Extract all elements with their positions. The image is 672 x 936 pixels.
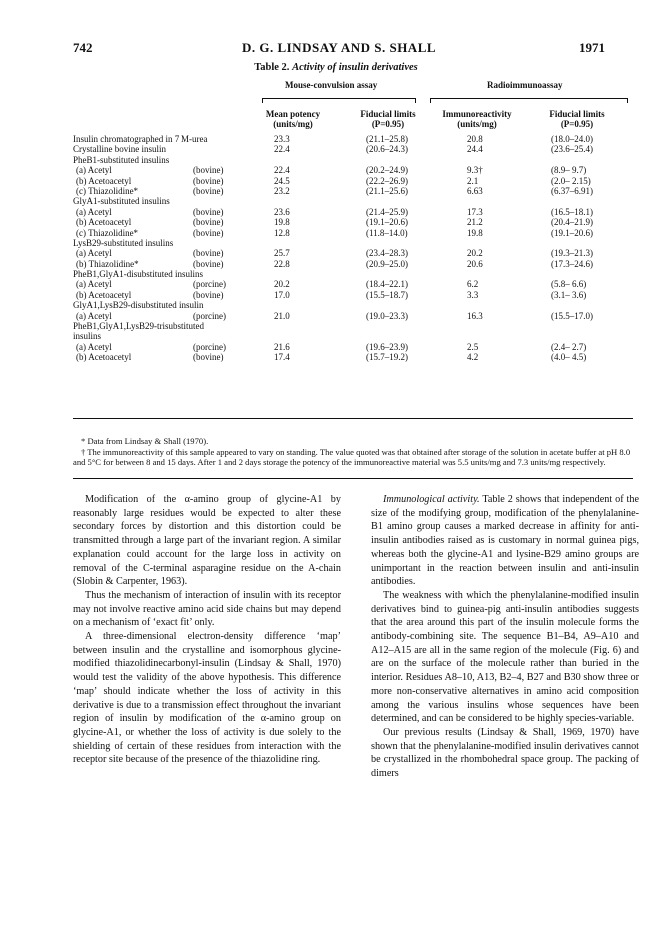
table-row <box>73 238 633 248</box>
cell-label: PheB1-substituted insulins <box>73 154 170 165</box>
table-row <box>73 176 633 186</box>
page-number: 742 <box>73 40 93 55</box>
cell-mean-potency: 25.7 <box>274 248 290 259</box>
cell-immunoreactivity: 6.63 <box>467 185 483 196</box>
cell-fiducial-2: (2.0– 2.15) <box>551 175 591 186</box>
cell-mean-potency: 23.3 <box>274 134 290 144</box>
cell-fiducial-1: (20.9–25.0) <box>366 258 408 269</box>
table-row <box>73 331 633 341</box>
cell-species: (bovine) <box>193 248 224 259</box>
cell-fiducial-1: (21.4–25.9) <box>366 206 408 217</box>
cell-fiducial-2: (20.4–21.9) <box>551 217 593 228</box>
cell-label: (b) Acetoacetyl <box>76 289 132 300</box>
cell-fiducial-2: (17.3–24.6) <box>551 258 593 269</box>
cell-label: (a) Acetyl <box>76 248 112 259</box>
cell-immunoreactivity: 24.4 <box>467 144 483 155</box>
running-header <box>73 40 605 56</box>
paragraph: Immunological activity. Table 2 shows that independent of the size of the modifying group, modification of the phenylalanine-B1 amino group causes a marked decrease in affinity for anti-insulin antibodies raised as is customary in normal guinea pigs, whereas both the glycine-A1 and lysine-B29 amino groups are unimportant in the reaction between insulin and anti-insulin antibodies. <box>371 494 639 588</box>
cell-mean-potency: 12.8 <box>274 227 290 238</box>
table-row <box>73 165 633 175</box>
cell-mean-potency: 23.6 <box>274 206 290 217</box>
cell-fiducial-1: (15.7–19.2) <box>366 352 408 363</box>
table-caption <box>0 62 672 73</box>
table-body <box>73 134 633 363</box>
cell-label: Crystalline bovine insulin <box>73 144 166 155</box>
cell-fiducial-2: (18.0–24.0) <box>551 134 593 144</box>
running-year: 1971 <box>579 40 605 55</box>
cell-immunoreactivity: 19.8 <box>467 227 483 238</box>
cell-immunoreactivity: 20.2 <box>467 248 483 259</box>
col-header-fiducial-1: Fiducial limits (P=0.95) <box>360 109 416 129</box>
cell-immunoreactivity: 20.6 <box>467 258 483 269</box>
footnote-dagger: † The immunoreactivity of this sample appeared to vary on standing. The value quoted was that obtained after storage of the solution in acetate buffer at pH 8.0 and 5°C for between 8 and 15 days. After 1 and 2 days storage the potency of the immunoreactive material was 5.5 units/mg and 7.3 units/mg respectively. <box>73 446 631 467</box>
cell-mean-potency: 22.8 <box>274 258 290 269</box>
cell-species: (porcine) <box>193 310 226 321</box>
group-bracket-radio <box>430 98 628 103</box>
table-row <box>73 290 633 300</box>
cell-fiducial-2: (6.37–6.91) <box>551 185 593 196</box>
body-column-left <box>73 493 341 767</box>
cell-label: (a) Acetyl <box>76 341 112 352</box>
cell-fiducial-2: (19.1–20.6) <box>551 227 593 238</box>
col-header-fiducial-2: Fiducial limits (P=0.95) <box>549 109 605 129</box>
cell-mean-potency: 19.8 <box>274 217 290 228</box>
cell-label: (b) Acetoacetyl <box>76 175 132 186</box>
table-row <box>73 321 633 331</box>
table-row <box>73 134 633 144</box>
cell-species: (porcine) <box>193 279 226 290</box>
cell-mean-potency: 17.4 <box>274 352 290 363</box>
section-rule <box>73 478 633 479</box>
table-row <box>73 259 633 269</box>
cell-fiducial-1: (20.6–24.3) <box>366 144 408 155</box>
table-row <box>73 144 633 154</box>
footnote-star: * Data from Lindsay & Shall (1970). <box>81 436 209 446</box>
cell-immunoreactivity: 16.3 <box>467 310 483 321</box>
col-header-immunoreactivity: Immunoreactivity (units/mg) <box>442 109 512 129</box>
cell-label: (b) Acetoacetyl <box>76 352 132 363</box>
cell-immunoreactivity: 3.3 <box>467 289 479 300</box>
cell-mean-potency: 23.2 <box>274 185 290 196</box>
table-row <box>73 196 633 206</box>
group-header-mouse: Mouse-convulsion assay <box>285 80 378 90</box>
table-row <box>73 228 633 238</box>
cell-label: (b) Acetoacetyl <box>76 217 132 228</box>
cell-fiducial-1: (19.0–23.3) <box>366 310 408 321</box>
cell-label: GlyA1-substituted insulins <box>73 196 170 207</box>
cell-immunoreactivity: 2.1 <box>467 175 479 186</box>
table-row <box>73 279 633 289</box>
cell-fiducial-2: (5.8– 6.6) <box>551 279 587 290</box>
cell-species: (bovine) <box>193 352 224 363</box>
cell-label: (c) Thiazolidine* <box>76 185 139 196</box>
cell-species: (bovine) <box>193 185 224 196</box>
cell-immunoreactivity: 6.2 <box>467 279 479 290</box>
cell-label: LysB29-substituted insulins <box>73 237 174 248</box>
cell-species: (bovine) <box>193 217 224 228</box>
cell-label: (a) Acetyl <box>76 310 112 321</box>
cell-fiducial-2: (19.3–21.3) <box>551 248 593 259</box>
cell-label: insulins <box>73 331 102 342</box>
cell-fiducial-1: (22.2–26.9) <box>366 175 408 186</box>
cell-fiducial-1: (21.1–25.8) <box>366 134 408 144</box>
cell-fiducial-1: (21.1–25.6) <box>366 185 408 196</box>
cell-fiducial-2: (8.9– 9.7) <box>551 165 587 176</box>
table-row <box>73 269 633 279</box>
cell-fiducial-1: (15.5–18.7) <box>366 289 408 300</box>
table-row <box>73 155 633 165</box>
cell-fiducial-1: (19.1–20.6) <box>366 217 408 228</box>
cell-immunoreactivity: 9.3† <box>467 165 483 176</box>
table-row <box>73 311 633 321</box>
cell-species: (bovine) <box>193 175 224 186</box>
cell-fiducial-1: (20.2–24.9) <box>366 165 408 176</box>
cell-label: (c) Thiazolidine* <box>76 227 139 238</box>
table-row <box>73 352 633 362</box>
cell-mean-potency: 17.0 <box>274 289 290 300</box>
cell-mean-potency: 21.6 <box>274 341 290 352</box>
cell-fiducial-2: (4.0– 4.5) <box>551 352 587 363</box>
cell-fiducial-1: (11.8–14.0) <box>366 227 408 238</box>
cell-fiducial-2: (2.4– 2.7) <box>551 341 587 352</box>
cell-fiducial-1: (23.4–28.3) <box>366 248 408 259</box>
cell-species: (bovine) <box>193 165 224 176</box>
body-column-right <box>371 493 639 781</box>
cell-fiducial-1: (19.6–23.9) <box>366 341 408 352</box>
cell-mean-potency: 22.4 <box>274 144 290 155</box>
group-bracket-mouse <box>262 98 416 103</box>
section-heading: Immunological activity. <box>383 494 480 505</box>
cell-species: (bovine) <box>193 258 224 269</box>
cell-label: (a) Acetyl <box>76 206 112 217</box>
table-rule <box>73 418 633 419</box>
cell-species: (bovine) <box>193 289 224 300</box>
cell-label: PheB1,GlyA1-disubstituted insulins <box>73 269 204 280</box>
cell-species: (bovine) <box>193 227 224 238</box>
cell-immunoreactivity: 4.2 <box>467 352 479 363</box>
cell-label: (b) Thiazolidine* <box>76 258 139 269</box>
cell-mean-potency: 24.5 <box>274 175 290 186</box>
group-header-radio: Radioimmunoassay <box>487 80 563 90</box>
cell-fiducial-2: (15.5–17.0) <box>551 310 593 321</box>
cell-label: Insulin chromatographed in 7 M-urea <box>73 134 208 144</box>
cell-immunoreactivity: 21.2 <box>467 217 483 228</box>
cell-species: (bovine) <box>193 206 224 217</box>
cell-immunoreactivity: 17.3 <box>467 206 483 217</box>
cell-label: GlyA1,LysB29-disubstituted insulin <box>73 300 204 311</box>
paragraph: A three-dimensional electron-density difference ‘map’ between insulin and the crystalline and isomorphous glycine-modified thiazolidinecarbonyl-insulin (Lindsay & Shall, 1970) would test the validity of the above hypothesis. This difference ‘map’ should indicate whether the loss of activity in this derivative is due to a transmission effect throughout the invariant region of insulin by modification of the α-amino group on glycine-A1, or whether the loss of activity is due solely to the shielding of certain of these residues from interaction with the receptor site because of the presence of the thiazolidine ring. <box>73 631 341 766</box>
table-row <box>73 300 633 310</box>
running-authors: D. G. LINDSAY AND S. SHALL <box>241 40 437 55</box>
table-number: Table 2. <box>254 62 290 73</box>
table-title: Activity of insulin derivatives <box>292 62 418 73</box>
col-header-mean-potency: Mean potency (units/mg) <box>265 109 321 129</box>
cell-fiducial-2: (3.1– 3.6) <box>551 289 587 300</box>
paragraph: Thus the mechanism of interaction of insulin with its receptor may not involve reactive amino acid side chains but may depend on a mechanism of ‘exact fit’ only. <box>73 589 341 629</box>
cell-species: (porcine) <box>193 341 226 352</box>
paragraph: Our previous results (Lindsay & Shall, 1969, 1970) have shown that the phenylalanine-modified insulin derivatives cannot be crystallized in the rhombohedral space group. The packing of dimers <box>371 726 639 780</box>
cell-immunoreactivity: 2.5 <box>467 341 479 352</box>
table-row <box>73 248 633 258</box>
cell-mean-potency: 21.0 <box>274 310 290 321</box>
paragraph: Modification of the α-amino group of glycine-A1 by reasonably large residues would be expected to alter these secondary forces by distortion and this distortion could be transmitted through a large part of the invariant region. A similar explanation could account for the large loss in activity on removal of the C-terminal asparagine residue on the A-chain (Slobin & Carpenter, 1963). <box>73 494 341 588</box>
cell-label: (a) Acetyl <box>76 165 112 176</box>
cell-mean-potency: 20.2 <box>274 279 290 290</box>
table-footnotes <box>73 436 633 468</box>
cell-fiducial-2: (16.5–18.1) <box>551 206 593 217</box>
table-row <box>73 217 633 227</box>
cell-fiducial-1: (18.4–22.1) <box>366 279 408 290</box>
table-row <box>73 207 633 217</box>
cell-label: PheB1,GlyA1,LysB29-trisubstituted <box>73 321 205 332</box>
cell-immunoreactivity: 20.8 <box>467 134 483 144</box>
cell-mean-potency: 22.4 <box>274 165 290 176</box>
cell-fiducial-2: (23.6–25.4) <box>551 144 593 155</box>
table-row <box>73 342 633 352</box>
paragraph: The weakness with which the phenylalanine-modified insulin derivatives bind to guinea-pig anti-insulin antibodies suggests that the area around this part of the insulin molecule forms the antibody-combining site. The sequence B1–B4, A9–A10 and A12–A15 are all in the same region of the molecule (Fig. 6) and are on the surface of the molecule rather than buried in the interior. Residues A8–10, A13, B2–4, B27 and B30 show three or more non-conservative alternatives in amino acid composition among the various insulins whose sequences have been determined, and can be considered to be highly species-variable. <box>371 589 639 725</box>
table-row <box>73 186 633 196</box>
cell-label: (a) Acetyl <box>76 279 112 290</box>
